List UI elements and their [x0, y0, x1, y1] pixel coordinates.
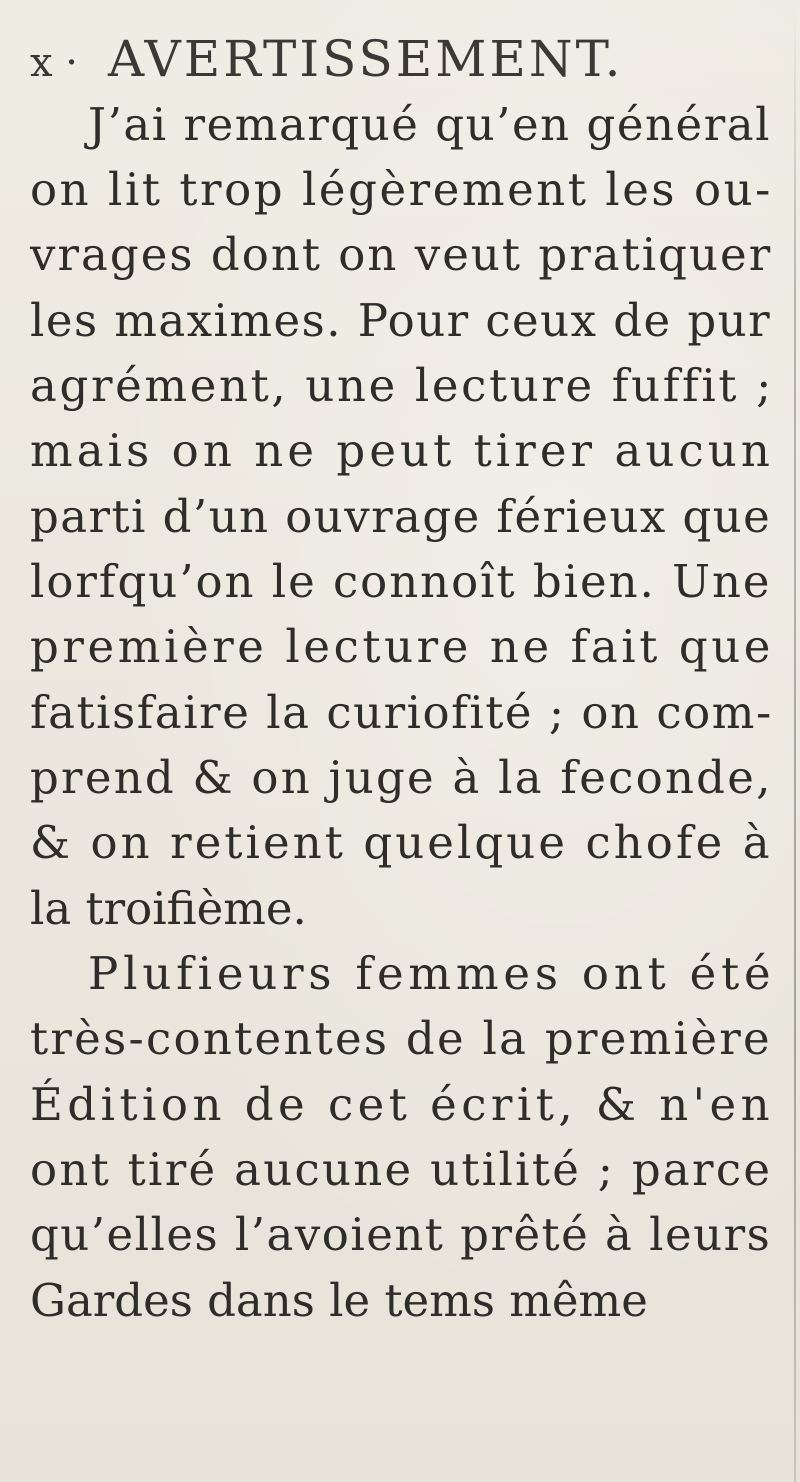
- text-line: prend & on juge à la feconde,: [30, 751, 773, 804]
- section-title: AVERTISSEMENT.: [108, 30, 624, 88]
- page-edge-shadow: [794, 0, 796, 1482]
- text-line: mais on ne peut tirer aucun: [30, 424, 774, 477]
- signature-mark: x ·: [30, 40, 78, 86]
- text-line: agrément, une lecture fuffit ;: [30, 359, 774, 412]
- text-line: Édition de cet écrit, & n'en: [30, 1078, 775, 1131]
- text-line: J’ai remarqué qu’en général: [88, 98, 772, 151]
- text-line: on lit trop légèrement les ou-: [30, 163, 773, 216]
- text-line: très-contentes de la première: [30, 1012, 772, 1065]
- text-line: première lecture ne fait que: [30, 620, 775, 673]
- text-line: parti d’un ouvrage férieux que: [30, 490, 772, 543]
- text-line: & on retient quelque chofe à: [30, 816, 773, 869]
- text-line: vrages dont on veut pratiquer: [30, 228, 773, 281]
- text-line: qu’elles l’avoient prêté à leurs: [30, 1208, 772, 1261]
- page-header: [30, 30, 624, 88]
- text-line: les maximes. Pour ceux de pur: [30, 294, 772, 347]
- text-line: Gardes dans le tems même: [30, 1274, 648, 1327]
- text-line: Plufieurs femmes ont été: [88, 947, 776, 1000]
- text-line: ont tiré aucune utilité ; parce: [30, 1143, 773, 1196]
- text-line: lorfqu’on le connoît bien. Une: [30, 555, 772, 608]
- text-line: la troifième.: [30, 882, 307, 935]
- text-line: fatisfaire la curiofité ; on com-: [30, 686, 773, 739]
